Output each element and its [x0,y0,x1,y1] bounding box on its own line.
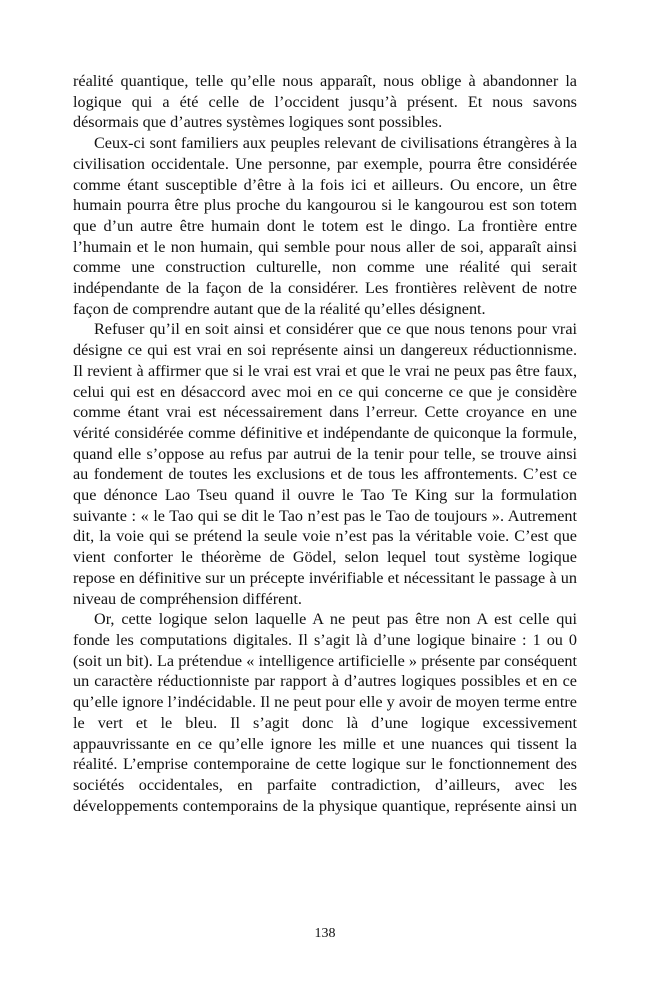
page-number: 138 [314,926,336,941]
paragraph: Ceux-ci sont familiers aux peuples relevant de civilisations étrangères à la civilisation occidentale. Une personne, par exemple, pourra être considérée comme étant susceptible d’être à la fois ici et ailleurs. Ou encore, un être humain pourra être plus proche du kangourou si le kangourou est son totem que d’un autre être humain dont le totem est le dingo. La frontière entre l’humain et le non humain, qui semble pour nous aller de soi, apparaît ainsi comme une construction culturelle, non comme une réalité qui serait indépendante de la façon de la considérer. Les frontières relèvent de notre façon de comprendre autant que de la réalité qu’elles désignent. [73,134,577,318]
paragraph: Refuser qu’il en soit ainsi et considérer que ce que nous tenons pour vrai désigne ce qui est vrai en soi représente ainsi un dangereux réductionnisme. Il revient à affirmer que si le vrai est vrai et que le vrai ne peux pas être faux, celui qui est en désaccord avec moi en ce qui concerne ce que je considère comme étant vrai est nécessairement dans l’erreur. Cette croyance en une vérité considérée comme définitive et indépendante de quiconque la formule, quand elle s’oppose au refus par autrui de la tenir pour telle, se trouve ainsi au fondement de toutes les exclusions et de tous les affrontements. C’est ce que dénonce Lao Tseu quand il ouvre le Tao Te King sur la formulation suivante : « le Tao qui se dit le Tao n’est pas le Tao de toujours ». Autrement dit, la voie qui se prétend la seule voie n’est pas la véritable voie. C’est que vient conforter le théorème de Gödel, selon lequel tout système logique repose en définitive sur un précepte invérifiable et nécessitant le passage à un niveau de compréhension différent. [73,320,577,608]
page-body [73,71,577,816]
paragraph-continuation: réalité quantique, telle qu’elle nous apparaît, nous oblige à abandonner la logique qui a été celle de l’occident jusqu’à présent. Et nous savons désormais que d’autres systèmes logiques sont possibles. [73,72,577,132]
paragraph: Or, cette logique selon laquelle A ne peut pas être non A est celle qui fonde les computations digitales. Il s’agit là d’une logique binaire : 1 ou 0 (soit un bit). La prétendue « intelligence artificielle » présente par conséquent un caractère réductionniste par rapport à d’autres logiques possibles et en ce qu’elle ignore l’indécidable. Il ne peut pour elle y avoir de moyen terme entre le vert et le bleu. Il s’agit donc là d’une logique excessivement appauvrissante en ce qu’elle ignore les mille et une nuances qui tissent la réalité. L’emprise contemporaine de cette logique sur le fonctionnement des sociétés occidentales, en parfaite contradiction, d’ailleurs, avec les développements contemporains de la physique quantique, représente ainsi un [73,610,577,815]
